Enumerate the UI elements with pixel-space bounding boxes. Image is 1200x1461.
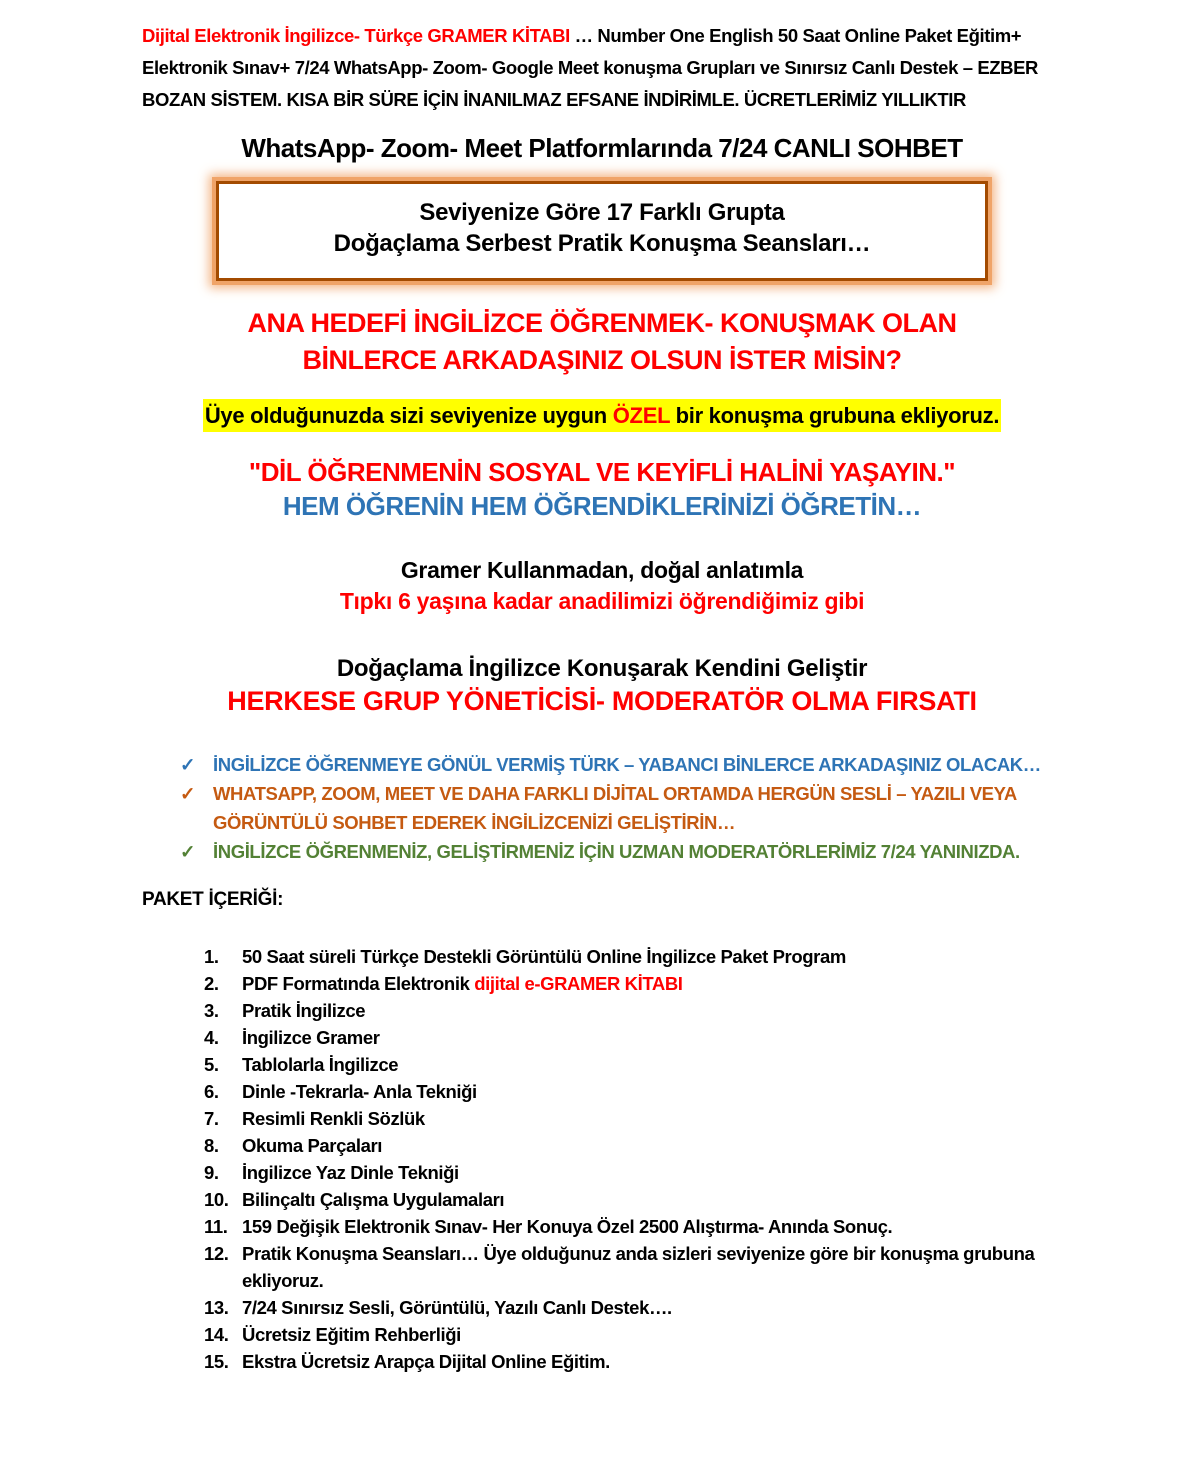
package-item-text: Tablolarla İngilizce (242, 1054, 399, 1075)
package-item-number: 10. (204, 1189, 229, 1210)
natural-learning-slogan (142, 555, 1062, 617)
header-paragraph (142, 20, 1062, 116)
package-item-number: 2. (204, 973, 219, 994)
checklist-item (180, 837, 1062, 866)
package-item-text: 7/24 Sınırsız Sesli, Görüntülü, Yazılı Canlı Destek…. (242, 1297, 672, 1318)
header-black-text: … Number One English 50 Saat Online Paket Eğitim+ Elektronik Sınav+ 7/24 WhatsApp- Zoom- Google Meet konuşma Grupları ve Sınırsız Canlı Destek – EZBER BOZAN SİSTEM. KISA BİR SÜRE İÇİN İNANILMAZ EFSANE İNDİRİMLE. ÜCRETLERİMİZ YILLIKTIR (142, 25, 1039, 110)
package-item-number: 14. (204, 1324, 229, 1345)
improve-red-line: HERKESE GRUP YÖNETİCİSİ- MODERATÖR OLMA FIRSATI (227, 686, 977, 716)
package-item-text: 50 Saat süreli Türkçe Destekli Görüntülü Online İngilizce Paket Program (242, 946, 846, 967)
package-item (204, 1105, 1062, 1132)
package-item-number: 3. (204, 1000, 219, 1021)
main-question-line2: BİNLERCE ARKADAŞINIZ OLSUN İSTER MİSİN? (302, 345, 902, 375)
package-item (204, 970, 1062, 997)
package-item (204, 1348, 1062, 1375)
package-item (204, 1186, 1062, 1213)
package-item-text: Pratik Konuşma Seansları… Üye olduğunuz anda sizleri seviyenize göre bir konuşma grubuna ekliyoruz. (242, 1243, 1035, 1291)
package-item (204, 1159, 1062, 1186)
package-item-number: 15. (204, 1351, 229, 1372)
package-item (204, 1051, 1062, 1078)
package-item-text: Bilinçaltı Çalışma Uygulamaları (242, 1189, 505, 1210)
highlight-text-before: Üye olduğunuzda sizi seviyenize uygun (204, 403, 613, 428)
package-item (204, 1078, 1062, 1105)
improve-slogan (142, 653, 1062, 718)
highlight-bar (142, 397, 1062, 435)
package-item-number: 9. (204, 1162, 219, 1183)
checkmark-icon: ✓ (180, 754, 196, 775)
package-contents-list (204, 943, 1062, 1375)
checklist-item-text: İNGİLİZCE ÖĞRENMENİZ, GELİŞTİRMENİZ İÇİN UZMAN MODERATÖRLERİMİZ 7/24 YANINIZDA. (213, 841, 1020, 862)
package-item (204, 1240, 1062, 1294)
promo-box-line2: Doğaçlama Serbest Pratik Konuşma Seansları… (333, 230, 871, 257)
package-item-text: Pratik İngilizce (242, 1000, 366, 1021)
package-item-number: 11. (204, 1216, 228, 1237)
package-contents-heading: PAKET İÇERİĞİ: (142, 889, 284, 910)
package-item-number: 12. (204, 1243, 229, 1264)
package-item-number: 8. (204, 1135, 219, 1156)
highlighted-sentence (203, 399, 1001, 432)
checklist-item (180, 779, 1062, 837)
social-slogan-red-line: "DİL ÖĞRENMENİN SOSYAL VE KEYİFLİ HALİNİ YAŞAYIN." (248, 457, 956, 487)
checklist-item (180, 750, 1062, 779)
package-item (204, 1132, 1062, 1159)
improve-black-line: Doğaçlama İngilizce Konuşarak Kendini Geliştir (336, 655, 868, 682)
package-item-text: Okuma Parçaları (242, 1135, 383, 1156)
package-item-text: 159 Değişik Elektronik Sınav- Her Konuya Özel 2500 Alıştırma- Anında Sonuç. (242, 1216, 893, 1237)
package-item-number: 6. (204, 1081, 219, 1102)
highlight-emphasis: ÖZEL (612, 403, 670, 428)
social-slogan-blue-line: HEM ÖĞRENİN HEM ÖĞRENDİKLERİNİZİ ÖĞRETİN… (282, 491, 922, 521)
package-item (204, 943, 1062, 970)
package-item (204, 1321, 1062, 1348)
live-chat-heading: WhatsApp- Zoom- Meet Platformlarında 7/24 CANLI SOHBET (241, 133, 963, 163)
header-red-text: Dijital Elektronik İngilizce- Türkçe GRAMER KİTABI (142, 25, 570, 46)
package-item (204, 1213, 1062, 1240)
package-item-text: Dinle -Tekrarla- Anla Tekniği (242, 1081, 477, 1102)
main-question-line1: ANA HEDEFİ İNGİLİZCE ÖĞRENMEK- KONUŞMAK OLAN (247, 308, 957, 338)
social-slogan (142, 455, 1062, 523)
checkmark-icon: ✓ (180, 841, 196, 862)
package-item (204, 1294, 1062, 1321)
package-item-text: Ekstra Ücretsiz Arapça Dijital Online Eğitim. (242, 1351, 610, 1372)
package-item-number: 4. (204, 1027, 219, 1048)
checklist-item-text: WHATSAPP, ZOOM, MEET VE DAHA FARKLI DİJİTAL ORTAMDA HERGÜN SESLİ – YAZILI VEYA GÖRÜNTÜLÜ SOHBET EDEREK İNGİLİZCENİZİ GELİŞTİRİN… (213, 783, 1017, 833)
package-item-number: 13. (204, 1297, 229, 1318)
package-item-text: İngilizce Gramer (242, 1027, 380, 1048)
package-item-text: Ücretsiz Eğitim Rehberliği (242, 1324, 461, 1345)
natural-learning-red-line: Tıpkı 6 yaşına kadar anadilimizi öğrendiğimiz gibi (339, 588, 865, 614)
package-item-number: 5. (204, 1054, 219, 1075)
checklist-item-text: İNGİLİZCE ÖĞRENMEYE GÖNÜL VERMİŞ TÜRK – YABANCI BİNLERCE ARKADAŞINIZ OLACAK… (213, 754, 1041, 775)
package-item-number: 1. (204, 946, 219, 967)
package-item-text: İngilizce Yaz Dinle Tekniği (242, 1162, 459, 1183)
package-item (204, 1024, 1062, 1051)
checkmark-icon: ✓ (180, 783, 196, 804)
package-item-text: PDF Formatında Elektronik dijital e-GRAMER KİTABI (242, 973, 683, 994)
feature-checklist (180, 750, 1062, 866)
main-question-heading (142, 305, 1062, 379)
package-item-text: Resimli Renkli Sözlük (242, 1108, 425, 1129)
highlight-text-after: bir konuşma grubuna ekliyoruz. (669, 403, 1000, 428)
promo-box (216, 181, 988, 281)
package-item-number: 7. (204, 1108, 219, 1129)
promo-box-line1: Seviyenize Göre 17 Farklı Grupta (419, 199, 785, 226)
package-item (204, 997, 1062, 1024)
natural-learning-black-line: Gramer Kullanmadan, doğal anlatımla (400, 557, 804, 583)
